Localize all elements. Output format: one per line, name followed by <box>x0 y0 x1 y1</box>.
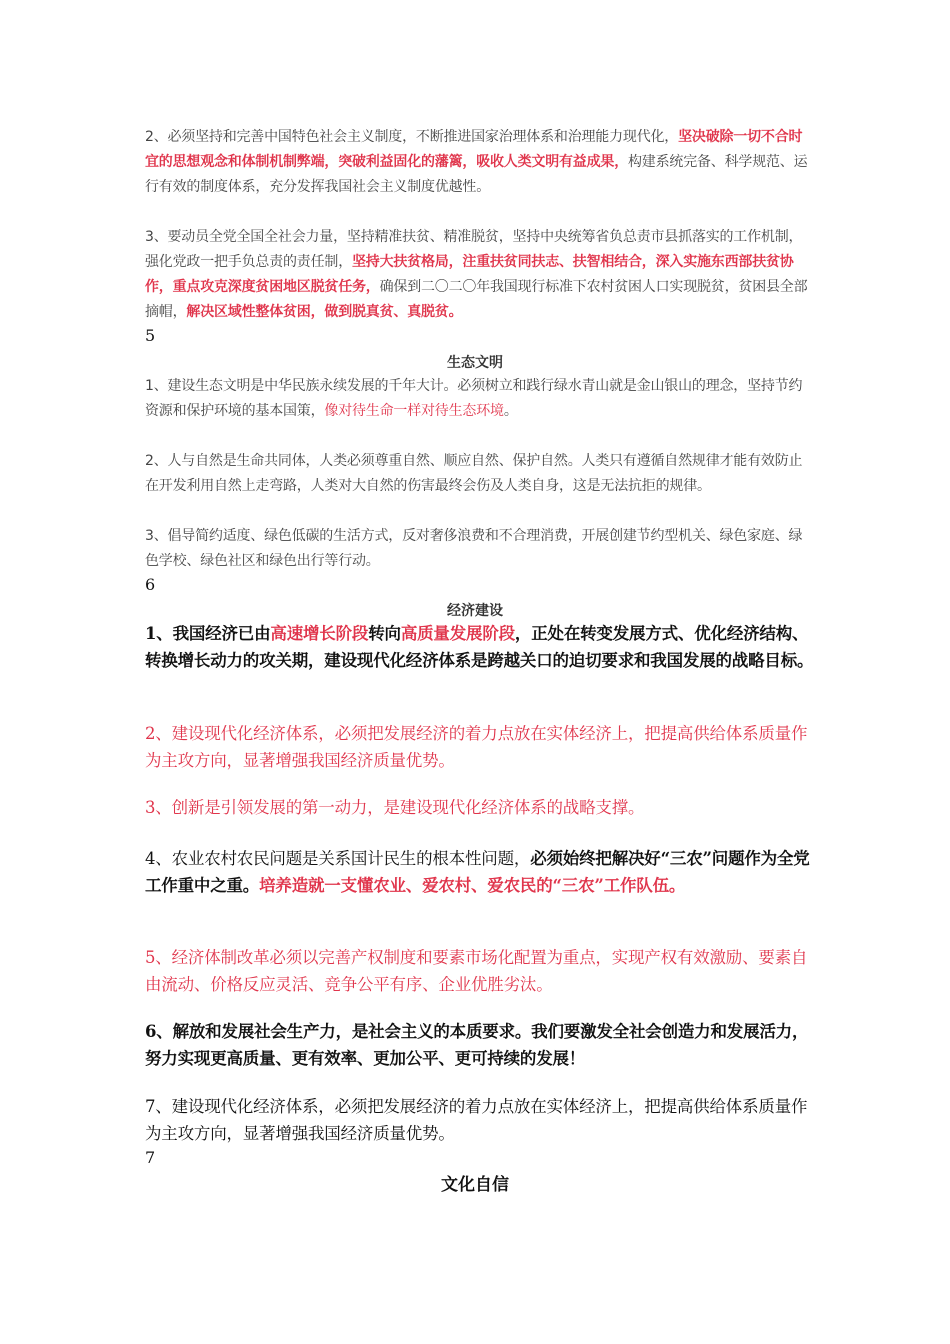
paragraph-ecology-2: 2、人与自然是生命共同体，人类必须尊重自然、顺应自然、保护自然。人类只有遵循自然规律才能有效防止在开发利用自然上走弯路，人类对大自然的伤害最终会伤及人类自身，这是无法抗拒的规律。 <box>145 453 803 494</box>
paragraph-text: 转向 <box>368 624 401 643</box>
paragraph-institution <box>145 125 815 200</box>
highlight-text: 坚决破除一切不合时宜的思想观念和体制机制弊端，突破利益固化的藩篱，吸收人类文明有益成果， <box>145 129 803 170</box>
highlight-text: 坚持大扶贫格局，注重扶贫同扶志、扶智相结合，深入实施东西部扶贫协作，重点攻克深度贫困地区脱贫任务， <box>145 254 794 295</box>
paragraph-text: 4、农业农村农民问题是关系国计民生的根本性问题， <box>145 849 531 868</box>
section-title-economy: 经济建设 <box>447 603 503 619</box>
paragraph-economy-5: 5、经济体制改革必须以完善产权制度和要素市场化配置为重点，实现产权有效激励、要素自由流动、价格反应灵活、竞争公平有序、企业优胜劣汰。 <box>145 948 808 994</box>
paragraph-economy-1 <box>145 620 815 674</box>
paragraph-economy-7: 7、建设现代化经济体系，必须把发展经济的着力点放在实体经济上，把提高供给体系质量作为主攻方向，显著增强我国经济质量优势。 <box>145 1097 808 1143</box>
paragraph-text: 构建系统完备、科学规范、运行有效的制度体系，充分发挥我国社会主义制度优越性。 <box>145 154 808 195</box>
highlight-text: 高质量发展阶段 <box>400 624 515 643</box>
paragraph-text: 1、我国经济已由 <box>145 624 271 643</box>
paragraph-text: 3、要动员全党全国全社会力量，坚持精准扶贫、精准脱贫，坚持中央统筹省负总责市县抓落实的工作机制，强化党政一把手负总责的责任制， <box>145 229 803 270</box>
paragraph-economy-2: 2、建设现代化经济体系，必须把发展经济的着力点放在实体经济上，把提高供给体系质量作为主攻方向，显著增强我国经济质量优势。 <box>145 724 808 770</box>
paragraph-text: 1、建设生态文明是中华民族永续发展的千年大计。必须树立和践行绿水青山就是金山银山的理念，坚持节约资源和保护环境的基本国策， <box>145 378 803 419</box>
section-title-ecology: 生态文明 <box>447 355 503 371</box>
section-title-culture: 文化自信 <box>441 1175 509 1195</box>
highlight-text: 像对待生命一样对待生态环境 <box>324 403 504 419</box>
paragraph-economy-6: 6、解放和发展社会生产力，是社会主义的本质要求。我们要激发全社会创造力和发展活力，努力实现更高质量、更有效率、更加公平、更可持续的发展！ <box>145 1022 809 1068</box>
highlight-text: 培养造就一支懂农业、爱农村、爱农民的“三农”工作队伍。 <box>259 876 686 895</box>
paragraph-poverty <box>145 225 815 325</box>
highlight-text: 高速增长阶段 <box>270 624 369 643</box>
paragraph-ecology-1 <box>145 374 815 424</box>
paragraph-text: 。 <box>503 403 518 419</box>
highlight-text: 解决区域性整体贫困，做到脱真贫、真脱贫。 <box>186 304 463 320</box>
paragraph-economy-3: 3、创新是引领发展的第一动力，是建设现代化经济体系的战略支撑。 <box>145 798 645 817</box>
paragraph-economy-4 <box>145 845 815 899</box>
paragraph-text: ，正处在转变发展方式、优化经济结构、转换增长动力的攻关期，建设现代化经济体系是跨越关口的迫切要求和我国发展的战略目标。 <box>145 624 814 670</box>
section-number: 5 <box>145 326 156 345</box>
bold-text: 必须始终把解决好“三农”问题作为全党工作重中之重。 <box>145 849 810 895</box>
paragraph-text: 2、必须坚持和完善中国特色社会主义制度，不断推进国家治理体系和治理能力现代化， <box>145 129 679 145</box>
paragraph-ecology-3: 3、倡导简约适度、绿色低碳的生活方式，反对奢侈浪费和不合理消费，开展创建节约型机关、绿色家庭、绿色学校、绿色社区和绿色出行等行动。 <box>145 528 803 569</box>
section-number: 7 <box>145 1148 156 1167</box>
section-number: 6 <box>145 575 156 594</box>
paragraph-text: 确保到二〇二〇年我国现行标准下农村贫困人口实现脱贫，贫困县全部摘帽， <box>145 279 808 320</box>
